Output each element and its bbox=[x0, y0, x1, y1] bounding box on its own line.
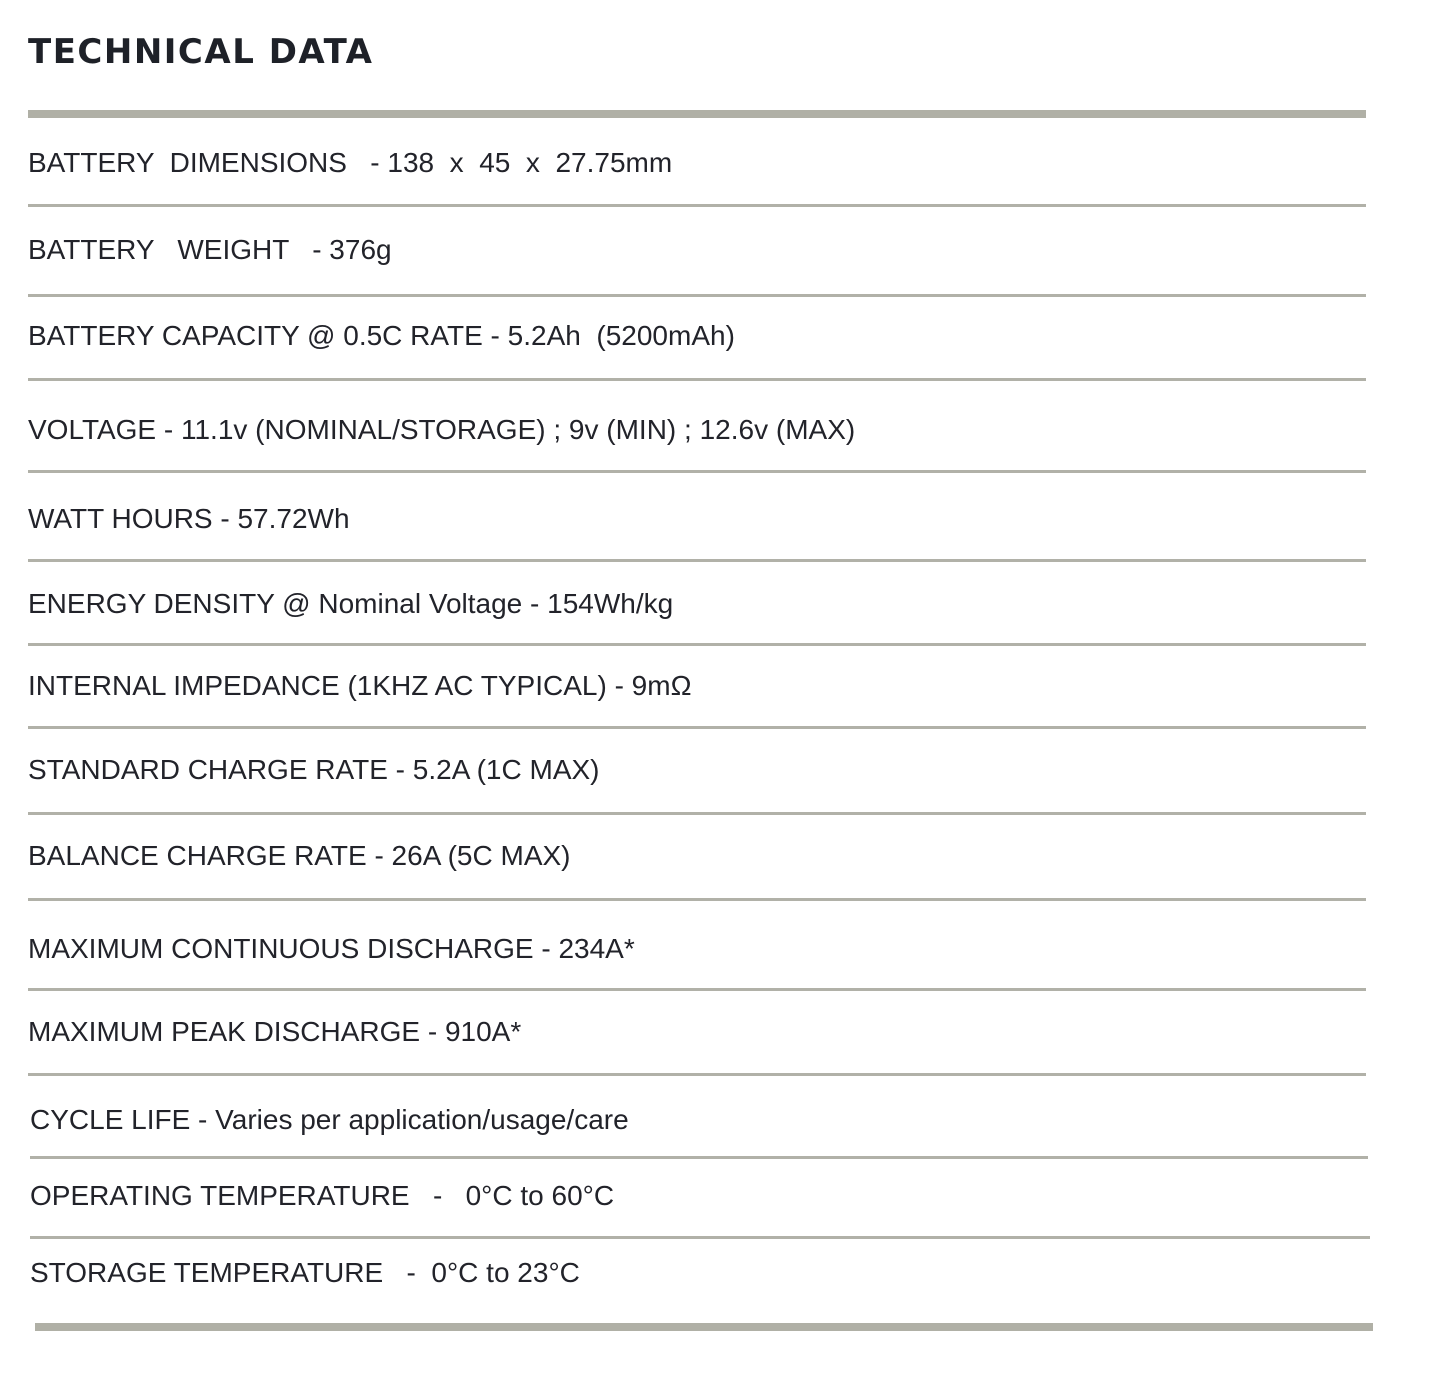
row-energy-density: ENERGY DENSITY @ Nominal Voltage - 154Wh/kg bbox=[28, 588, 674, 619]
row-battery-capacity: BATTERY CAPACITY @ 0.5C RATE - 5.2Ah (5200mAh) bbox=[28, 320, 735, 351]
row-battery-weight: BATTERY WEIGHT - 376g bbox=[28, 234, 392, 265]
row-standard-charge-rate: STANDARD CHARGE RATE - 5.2A (1C MAX) bbox=[28, 754, 600, 785]
top-divider bbox=[28, 110, 1366, 118]
row-balance-charge-rate: BALANCE CHARGE RATE - 26A (5C MAX) bbox=[28, 840, 571, 871]
row-voltage: VOLTAGE - 11.1v (NOMINAL/STORAGE) ; 9v (MIN) ; 12.6v (MAX) bbox=[28, 414, 856, 445]
divider bbox=[28, 470, 1366, 473]
divider bbox=[30, 1156, 1368, 1159]
row-watt-hours: WATT HOURS - 57.72Wh bbox=[28, 503, 350, 534]
row-operating-temperature: OPERATING TEMPERATURE - 0°C to 60°C bbox=[30, 1180, 615, 1211]
row-battery-dimensions: BATTERY DIMENSIONS - 138 x 45 x 27.75mm bbox=[28, 147, 673, 178]
row-max-continuous-discharge: MAXIMUM CONTINUOUS DISCHARGE - 234A* bbox=[28, 933, 635, 964]
divider bbox=[30, 1236, 1370, 1239]
divider bbox=[28, 726, 1366, 729]
row-cycle-life: CYCLE LIFE - Varies per application/usage/care bbox=[30, 1104, 629, 1135]
page-title: TECHNICAL DATA bbox=[28, 32, 374, 72]
divider bbox=[28, 1073, 1366, 1076]
divider bbox=[28, 204, 1366, 207]
divider bbox=[28, 559, 1366, 562]
bottom-divider bbox=[35, 1323, 1373, 1331]
divider bbox=[28, 812, 1366, 815]
divider bbox=[28, 988, 1366, 991]
divider bbox=[28, 643, 1366, 646]
divider bbox=[28, 898, 1366, 901]
row-max-peak-discharge: MAXIMUM PEAK DISCHARGE - 910A* bbox=[28, 1016, 522, 1047]
row-internal-impedance: INTERNAL IMPEDANCE (1KHZ AC TYPICAL) - 9mΩ bbox=[28, 670, 692, 701]
divider bbox=[28, 378, 1366, 381]
row-storage-temperature: STORAGE TEMPERATURE - 0°C to 23°C bbox=[30, 1257, 580, 1288]
divider bbox=[28, 294, 1366, 297]
